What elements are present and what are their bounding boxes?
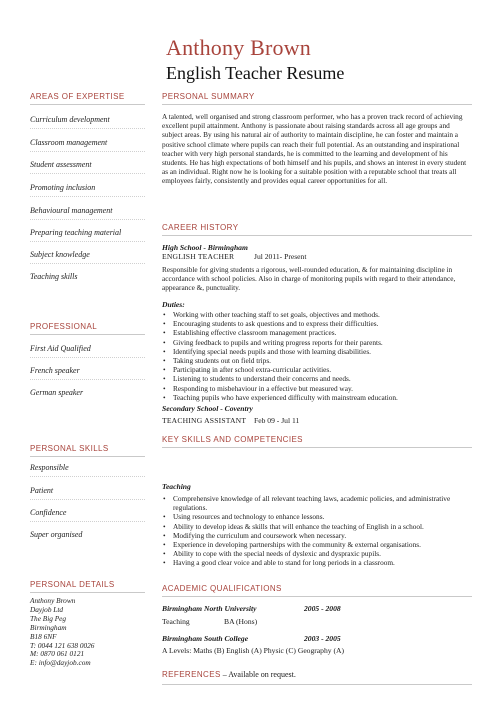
list-item: • Using resources and technology to enhance lessons.	[162, 512, 472, 521]
list-item: • Ability to cope with the special needs of dyslexic and dyspraxic pupils.	[162, 549, 472, 558]
divider	[30, 173, 145, 174]
list-item: • Establishing effective classroom management practices.	[162, 328, 472, 337]
divider	[30, 219, 145, 220]
professional-item: First Aid Qualified	[30, 344, 91, 353]
divider	[162, 447, 472, 448]
job-employer: Secondary School - Coventry	[162, 404, 253, 413]
contact-line: T: 0044 121 638 0026	[30, 640, 95, 650]
divider	[162, 235, 472, 236]
expertise-item: Teaching skills	[30, 272, 78, 281]
divider	[30, 499, 145, 500]
qualification-institution: Birmingham North University	[162, 604, 257, 613]
divider	[30, 592, 145, 593]
divider	[30, 151, 145, 152]
contact-line: Birmingham	[30, 622, 67, 632]
expertise-item: Student assessment	[30, 160, 92, 169]
contact-line: The Big Peg	[30, 613, 67, 623]
skills-subheading: Teaching	[162, 482, 191, 491]
list-item: • Working with other teaching staff to set goals, objectives and methods.	[162, 310, 472, 319]
list-item: • Giving feedback to pupils and writing progress reports for their parents.	[162, 338, 472, 347]
divider	[30, 334, 145, 335]
personal-skills-heading: PERSONAL SKILLS	[30, 444, 109, 453]
divider	[30, 521, 145, 522]
contact-line: Anthony Brown	[30, 596, 76, 605]
qualification-results: A Levels: Maths (B) English (A) Physic (C) Geography (A)	[162, 646, 345, 655]
list-item: • Encouraging students to ask questions and to express their difficulties.	[162, 319, 472, 328]
job-dates: Feb 09 - Jul 11	[254, 416, 300, 425]
list-item: • Listening to students to understand their concerns and needs.	[162, 374, 472, 383]
job-description: Responsible for giving students a rigorous, well-rounded education, & for maintaining discipline in accordance with school policies. Also in charge of monitoring pupils with regard to their attendance, appearance &, punctuality.	[162, 265, 456, 293]
job-role: TEACHING ASSISTANT	[162, 416, 247, 425]
contact-details	[30, 597, 94, 668]
divider	[30, 241, 145, 242]
list-item: • Taking students out on field trips.	[162, 356, 472, 365]
job-dates: Jul 2011- Present	[254, 252, 307, 261]
divider	[30, 379, 145, 380]
list-item: • Responding to misbehaviour in a effective but measured way.	[162, 384, 472, 393]
references	[162, 670, 296, 679]
expertise-item: Preparing teaching material	[30, 228, 122, 237]
summary-heading: PERSONAL SUMMARY	[162, 92, 255, 101]
divider	[30, 456, 145, 457]
qualification-grade: BA (Hons)	[224, 617, 258, 626]
divider	[30, 128, 145, 129]
contact-line: B18 6NF	[30, 631, 57, 641]
summary-text: A talented, well organised and strong classroom performer, who has a proven track record of achieving excellent pupil attainment. Anthony is passionate about raising standards across all age groups and subject areas. By using his natural air of authority to maintain discipline, he can foster and maintain a positive school climate where pupils can reach their full potential. As an outstanding and inspirational teacher with very high personal standards, he is committed to the learning and development of his students. He has high expectations of both himself and his pupils, and shows an interest in every student as an individual. Right now he is looking for a suitable position with a reputable school that treats all employees fairly, consistently and provides equal career opportunities for all.	[162, 112, 467, 186]
list-item: • Having a good clear voice and able to stand for long periods in a classroom.	[162, 558, 472, 567]
divider	[30, 104, 145, 105]
divider	[162, 684, 472, 685]
list-item: • Participating in after school extra-curricular activities.	[162, 365, 472, 374]
professional-item: French speaker	[30, 366, 80, 375]
duties-label: Duties:	[162, 300, 185, 309]
resume-name: Anthony Brown	[166, 35, 311, 60]
list-item: • Identifying special needs pupils and those with learning disabilities.	[162, 347, 472, 356]
references-text: – Available on request.	[220, 670, 296, 679]
expertise-heading: AREAS OF EXPERTISE	[30, 92, 125, 101]
expertise-item: Behavioural management	[30, 206, 113, 215]
duties-list	[162, 310, 472, 402]
job-employer: High School - Birmingham	[162, 243, 248, 252]
career-heading: CAREER HISTORY	[162, 223, 239, 232]
list-item: • Teaching pupils who have experienced difficulty with mainstream education.	[162, 393, 472, 402]
resume-subtitle: English Teacher Resume	[166, 63, 345, 83]
divider	[162, 104, 472, 105]
expertise-item: Classroom management	[30, 138, 108, 147]
qualification-subject: Teaching	[162, 617, 190, 626]
qualification-years: 2005 - 2008	[304, 604, 341, 613]
skill-item: Patient	[30, 486, 54, 495]
expertise-item: Curriculum development	[30, 115, 110, 124]
list-item: • Comprehensive knowledge of all relevant teaching laws, academic policies, and administrative regulations.	[162, 494, 472, 512]
contact-line: E: info@dayjob.com	[30, 658, 91, 668]
professional-heading: PROFESSIONAL	[30, 322, 98, 331]
expertise-item: Promoting inclusion	[30, 183, 96, 192]
divider	[162, 596, 472, 597]
skills-list	[162, 494, 472, 568]
qualification-institution: Birmingham South College	[162, 634, 249, 643]
divider	[30, 196, 145, 197]
skill-item: Confidence	[30, 508, 67, 517]
divider	[30, 357, 145, 358]
list-item: • Modifying the curriculum and coursework when necessary.	[162, 531, 472, 540]
list-item: • Ability to develop ideas & skills that will enhance the teaching of English in a school.	[162, 522, 472, 531]
job-role: ENGLISH TEACHER	[162, 252, 235, 261]
expertise-item: Subject knowledge	[30, 250, 90, 259]
contact-line: M: 0870 061 0121	[30, 649, 85, 659]
skill-item: Super organised	[30, 530, 83, 539]
divider	[30, 476, 145, 477]
skill-item: Responsible	[30, 463, 69, 472]
professional-item: German speaker	[30, 388, 84, 397]
divider	[30, 263, 145, 264]
contact-line: Dayjob Ltd	[30, 604, 64, 614]
list-item: • Experience in developing partnerships with the community & external organisations.	[162, 540, 472, 549]
skills-heading: KEY SKILLS AND COMPETENCIES	[162, 435, 303, 444]
personal-details-heading: PERSONAL DETAILS	[30, 580, 115, 589]
qualifications-heading: ACADEMIC QUALIFICATIONS	[162, 584, 282, 593]
qualification-years: 2003 - 2005	[304, 634, 341, 643]
references-heading: REFERENCES	[162, 670, 221, 679]
